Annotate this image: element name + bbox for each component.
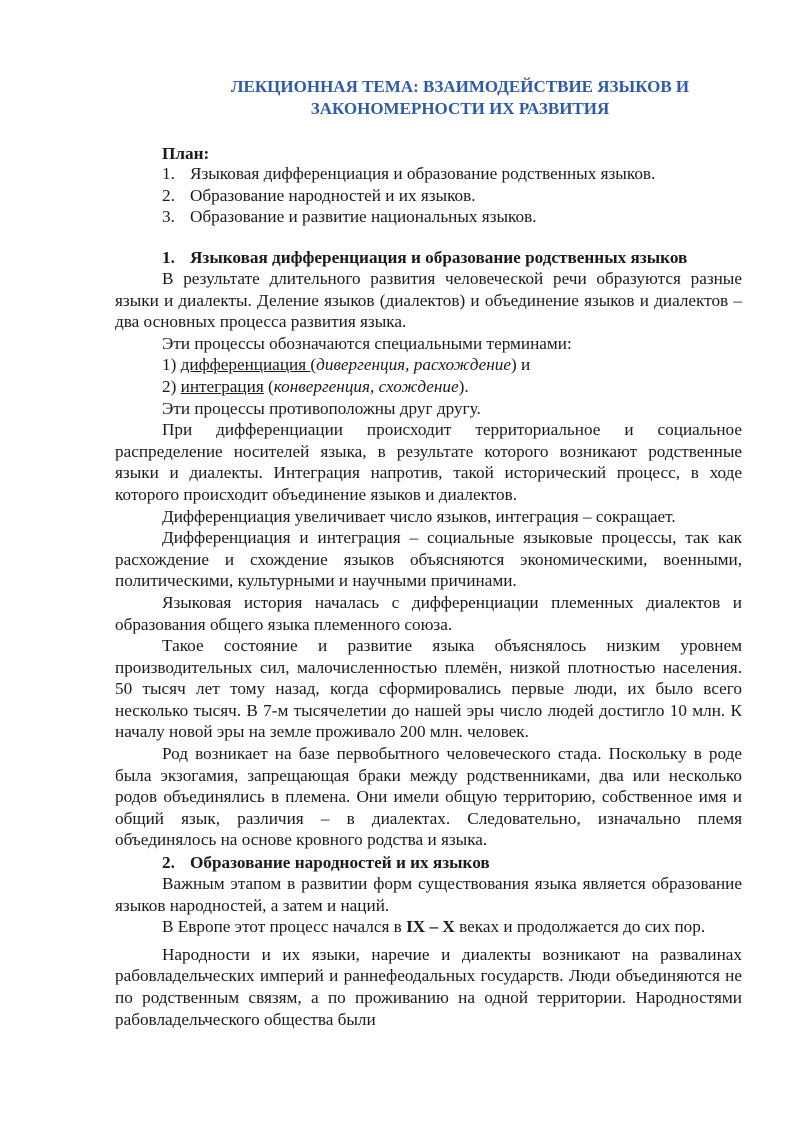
plan-list — [162, 163, 655, 228]
lecture-title-line-1: ЛЕКЦИОННАЯ ТЕМА: ВЗАИМОДЕЙСТВИЕ ЯЗЫКОВ И — [230, 77, 690, 96]
paragraph-europe — [115, 916, 742, 938]
section-2-body — [115, 873, 742, 1030]
plan-item-text: Образование и развитие национальных языков. — [190, 207, 537, 226]
section-2-heading — [162, 852, 490, 874]
section-1-body — [115, 268, 742, 851]
term-line-1 — [115, 354, 742, 376]
term-prefix: 1) — [162, 355, 181, 375]
century-range: IX – X — [406, 917, 455, 937]
plan-item-text: Языковая дифференциация и образование родственных языков. — [190, 164, 656, 183]
term-prefix: 2) — [162, 376, 181, 396]
lecture-title-line-2: ЗАКОНОМЕРНОСТИ ИХ РАЗВИТИЯ — [310, 99, 610, 118]
text-run: В Европе этот процесс начался в — [162, 917, 407, 937]
term-paren: ( — [263, 376, 274, 396]
section-1-heading — [162, 247, 687, 269]
paragraph: Род возникает на базе первобытного человеческого стада. Поскольку в роде была экзогамия, запрещающая браки между родственниками, два или несколько родов объединялись в племена. Они имели общую территорию, собственное имя и общий язык, различия – в диалектах. Следовательно, изначально племя объединялось на основе кровного родства и языка. — [115, 744, 742, 850]
paragraph: В результате длительного развития человеческой речи образуются разные языки и диалекты. Деление языков (диалектов) и объединение языков и диалектов – два основных процесса развития языка. — [115, 269, 742, 332]
plan-item-text: Образование народностей и их языков. — [190, 185, 476, 205]
term-gloss: конвергенция, схождение — [273, 376, 459, 396]
text-run: веках и продолжается до сих пор. — [454, 917, 706, 937]
plan-item-number: 2. — [162, 185, 175, 205]
term-underlined: дифференциация — [180, 355, 311, 375]
plan-item — [162, 163, 655, 185]
paragraph: Эти процессы противоположны друг другу. — [162, 398, 481, 418]
paragraph: При дифференциации происходит территориальное и социальное распределение носителей языка, в результате которого возникают родственные языки и диалекты. Интеграция напротив, такой исторический процесс, в ходе которого происходит объединение языков и диалектов. — [115, 420, 742, 504]
section-2-number: 2. — [162, 853, 175, 872]
paragraph: Дифференциация и интеграция – социальные языковые процессы, так как расхождение и схождение языков объясняются экономическими, военными, политическими, культурными и научными причинами. — [115, 528, 742, 591]
term-paren: ( — [310, 355, 317, 375]
paragraph: Важным этапом в развитии форм существования языка является образование языков народностей, а затем и наций. — [115, 874, 742, 915]
paragraph: Дифференциация увеличивает число языков, интеграция – сокращает. — [162, 506, 676, 526]
term-paren: ) и — [510, 355, 531, 375]
section-2-title: Образование народностей и их языков — [190, 853, 490, 872]
term-underlined: интеграция — [180, 376, 264, 396]
paragraph: Эти процессы обозначаются специальными терминами: — [162, 333, 572, 353]
paragraph: Народности и их языки, наречие и диалекты возникают на развалинах рабовладельческих империй и раннефеодальных государств. Люди объединяются не по родственным связям, а по проживанию на одной территории. Народностями рабовладельческого общества были — [115, 944, 742, 1029]
section-1-number: 1. — [162, 248, 175, 267]
plan-item — [162, 206, 655, 228]
term-line-2 — [115, 376, 742, 398]
plan-item-number: 3. — [162, 207, 175, 226]
term-gloss: дивергенция, расхождение — [316, 355, 511, 375]
plan-item-number: 1. — [162, 164, 175, 183]
plan-item — [162, 185, 655, 207]
paragraph: Такое состояние и развитие языка объяснялось низким уровнем производительных сил, малочисленностью племён, низкой плотностью населения. 50 тысяч лет тому назад, когда сформировались первые люди, их было всего несколько тысяч. В 7-м тысячелетии до нашей эры число людей достигло 10 млн. К началу новой эры на земле проживало 200 млн. человек. — [115, 636, 742, 742]
term-paren: ). — [458, 376, 469, 396]
plan-heading: План: — [162, 144, 210, 163]
section-1-title: Языковая дифференциация и образование родственных языков — [190, 248, 688, 267]
paragraph: Языковая история началась с дифференциации племенных диалектов и образования общего языка племенного союза. — [115, 592, 742, 634]
